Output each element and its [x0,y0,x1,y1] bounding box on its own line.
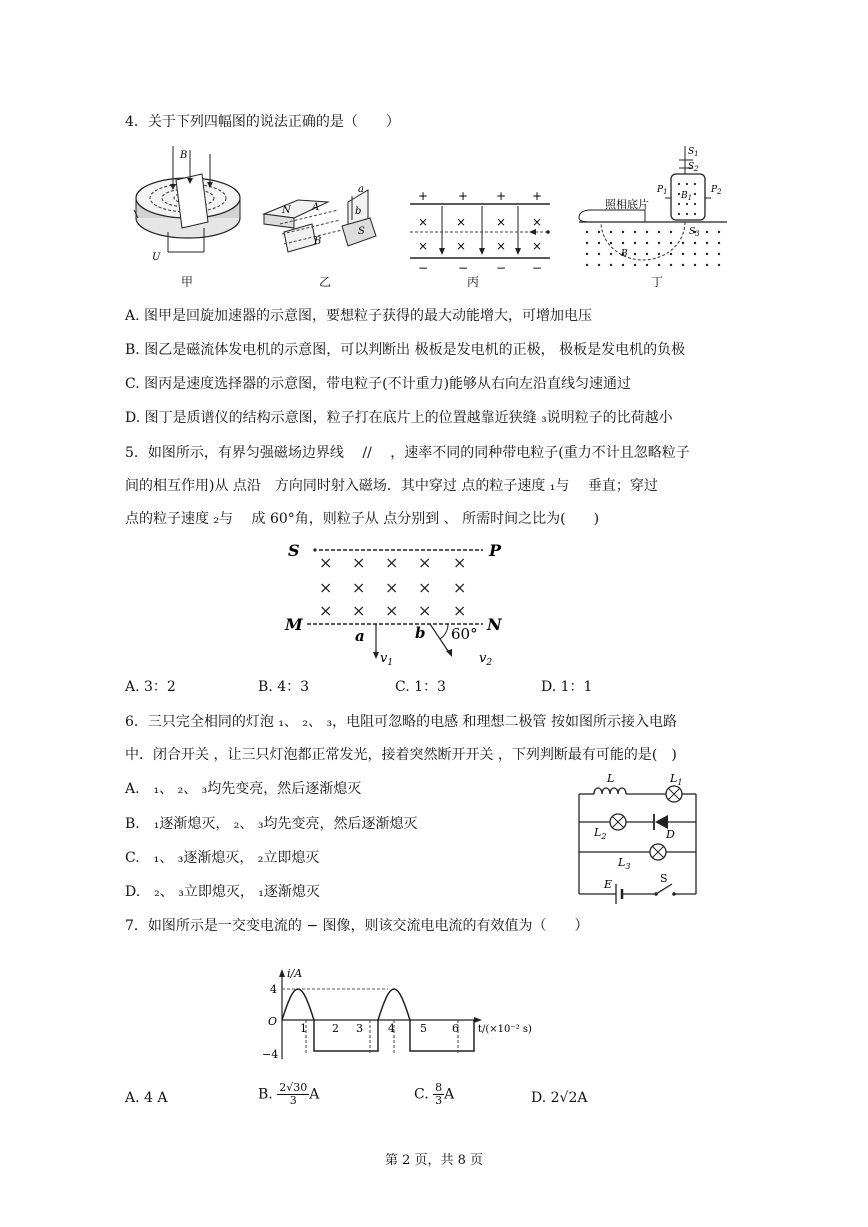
q7-graph-ytick-neg4: −4 [262,1048,279,1061]
q6-option-a: A. ₁、 ₂、 ₃均先变亮，然后逐渐熄灭 [125,781,362,797]
fig-ding-s2-sub: 2 [694,165,699,173]
q5-option-c: C. 1：3 [395,679,446,695]
q7-option-c-numerator: 8 [435,1081,443,1094]
fig-ding-p1-sub: 1 [663,188,668,196]
circuit-label-l: L [607,772,615,785]
fig-yi-label-n: N [282,205,291,216]
q7-graph-xlabel: t/(×10⁻² s) [478,1024,532,1035]
fig-ding-b1: B [681,191,688,201]
q7-graph-xtick-3: 3 [356,1022,363,1035]
svg-text:+: + [532,189,543,203]
q6-stem-line-1: 6．三只完全相同的灯泡 ₁、 ₂、 ₃，电阻可忽略的电感 和理想二极管 按如图所示接入电路 [125,714,677,730]
svg-text:P2 [710,185,722,196]
svg-text:×: × [385,578,399,597]
q6-option-d: D. ₂、 ₃立即熄灭， ₁逐渐熄灭 [125,884,320,900]
svg-text:×: × [352,578,366,597]
svg-text:+: + [418,189,429,203]
fig-ding-film-label: 照相底片 [605,198,649,211]
fig-label-yi: 乙 [319,275,332,289]
svg-text:×: × [418,601,432,620]
svg-text:×: × [532,239,543,253]
q5-fig-label-b: b [415,624,426,642]
fig-ding-s1: S [688,147,695,157]
svg-text:×: × [456,215,467,229]
svg-text:−: − [496,261,507,275]
svg-text:×: × [319,578,333,597]
q5-fig-label-n: N [487,615,502,634]
svg-text:×: × [456,239,467,253]
q5-stem-line-2: 间的相互作用)从 点沿 方向同时射入磁场．其中穿过 点的粒子速度 ₁与 垂直；穿过 [125,478,658,494]
svg-text:P1 [656,185,668,196]
q7-option-b [258,1082,319,1107]
fig-yi-label-s: S [358,226,365,237]
q7-option-c-prefix: C. [414,1086,429,1103]
q6-option-b: B. ₁逐渐熄灭， ₂、 ₃均先变亮，然后逐渐熄灭 [125,816,418,832]
svg-text:×: × [532,215,543,229]
q5-fig-angle: 60° [451,625,478,643]
q7-option-b-fraction [277,1082,309,1107]
svg-text:×: × [385,601,399,620]
circuit-label-l3: L [618,856,626,869]
q4-option-c: C. 图丙是速度选择器的示意图，带电粒子(不计重力)能够从右向左沿直线匀速通过 [125,376,632,392]
circuit-label-l3-sub: 3 [625,862,631,871]
svg-text:−: − [532,261,543,275]
svg-text:×: × [453,578,467,597]
svg-text:×: × [496,215,507,229]
fig-ding-p1: P [657,185,664,195]
svg-text:×: × [385,553,399,572]
q6-stem-line-2: 中．闭合开关 ，让三只灯泡都正常发光，接着突然断开开关 ，下列判断最有可能的是( ) [125,747,677,763]
q7-option-b-numerator: 2√30 [279,1081,308,1094]
fig-ding-p2-sub: 2 [717,188,722,196]
circuit-label-d: D [666,828,675,841]
circuit-label-e: E [604,878,613,891]
svg-text:v1 [380,651,393,668]
q5-fig-label-m: M [285,615,303,634]
svg-text:×: × [453,601,467,620]
q4-option-b: B. 图乙是磁流体发电机的示意图，可以判断出 极板是发电机的正极， 极板是发电机的负极 [125,342,686,358]
q7-option-b-denominator: 3 [289,1094,297,1107]
q5-fig-v2-sub: 2 [486,658,493,668]
circuit-label-l1-sub: 1 [677,778,683,787]
q7-option-a: A. 4 A [125,1090,168,1106]
circuit-label-l2: L [594,826,602,839]
svg-text:S3 [689,227,700,238]
q7-option-c-fraction [433,1082,444,1107]
q5-figure-magnetic-boundary [285,538,515,668]
fig-yi-label-a-small: a [358,184,364,195]
q7-graph-ytick-4: 4 [270,983,277,996]
page-footer: 第 2 页，共 8 页 [384,1153,484,1168]
q5-fig-v1-sub: 1 [387,658,394,668]
q7-option-c [414,1082,454,1107]
fig-label-jia: 甲 [181,275,194,289]
svg-text:×: × [418,215,429,229]
fig-yi-label-b-plate: B [314,236,322,247]
q7-graph-xtick-5: 5 [420,1022,427,1035]
fig-ding-b: B [621,249,628,259]
q7-graph-xtick-2: 2 [332,1022,339,1035]
svg-text:×: × [496,239,507,253]
circuit-label-s: S [660,872,668,885]
q7-option-c-denominator: 3 [435,1094,443,1107]
q5-fig-label-p: P [489,541,502,560]
svg-text:×: × [418,553,432,572]
svg-text:+: + [496,189,507,203]
circuit-label-l2-sub: 2 [601,832,607,841]
svg-text:×: × [418,578,432,597]
svg-text:+: + [458,189,469,203]
fig-jia-cyclotron [128,140,248,270]
svg-text:S1 [688,147,699,158]
q5-stem-line-1: 5．如图所示，有界匀强磁场边界线 // ，速率不同的同种带电粒子(重力不计且忽略粒子 [125,445,690,461]
q5-fig-label-a: a [355,627,365,645]
fig-yi-label-a: A [312,202,320,213]
q7-option-b-unit: A [309,1086,320,1103]
fig-ding-b1-sub: 1 [687,194,693,202]
q5-fig-v2: v [479,651,487,666]
fig-ding-p2: P [711,185,718,195]
q5-fig-label-s: S [288,541,300,560]
svg-text:×: × [352,553,366,572]
svg-text:×: × [352,601,366,620]
q7-graph-xtick-1: 1 [300,1022,307,1035]
fig-yi-label-b-small: b [355,206,362,217]
q7-option-b-prefix: B. [258,1086,273,1103]
svg-text:×: × [453,553,467,572]
fig-jia-label-b: B [180,150,188,161]
svg-text:B1 [680,191,692,202]
svg-text:v2 [479,651,492,668]
q5-option-d: D. 1：1 [541,679,593,695]
fig-ding-mass-spectrometer [575,142,735,270]
q7-current-time-graph [258,965,538,1065]
svg-text:S2 [688,162,699,173]
fig-ding-s3: S [689,227,696,237]
svg-text:−: − [418,261,429,275]
q7-graph-xtick-6: 6 [452,1022,459,1035]
svg-text:L1 [669,772,682,787]
fig-ding-s1-sub: 1 [694,150,699,158]
q6-option-c: C. ₁、 ₃逐渐熄灭， ₂立即熄灭 [125,850,320,866]
q5-stem-line-3: 点的粒子速度 ₂与 成 60°角，则粒子从 点分别到 、 所需时间之比为( ) [125,511,600,527]
fig-yi-mhd-generator [258,180,388,265]
svg-text:−: − [458,261,469,275]
svg-text:×: × [319,553,333,572]
fig-label-ding: 丁 [651,275,664,289]
fig-jia-label-u: U [152,252,161,263]
q5-option-b: B. 4：3 [258,679,310,695]
q4-option-d: D. 图丁是质谱仪的结构示意图，粒子打在底片上的位置越靠近狭缝 ₃说明粒子的比荷越小 [125,410,673,426]
fig-ding-s3-sub: 3 [695,230,700,238]
q7-graph-ylabel: i/A [287,967,303,980]
q4-option-a: A. 图甲是回旋加速器的示意图，要想粒子获得的最大动能增大，可增加电压 [125,308,593,324]
svg-text:L3 [617,856,630,871]
svg-text:×: × [418,239,429,253]
fig-label-bing: 丙 [467,275,480,289]
svg-text:L2 [593,826,606,841]
circuit-label-l1: L [670,772,678,785]
q7-graph-xtick-4: 4 [388,1022,395,1035]
fig-bing-velocity-selector [408,188,558,275]
q6-circuit-diagram [574,770,704,900]
q5-option-a: A. 3：2 [125,679,176,695]
q7-stem: 7．如图所示是一交变电流的 − 图像，则该交流电电流的有效值为（ ） [125,918,589,934]
q7-option-c-unit: A [444,1086,455,1103]
q7-graph-origin: O [268,1015,278,1028]
svg-text:×: × [319,601,333,620]
fig-ding-s2: S [688,162,695,172]
q4-stem: 4．关于下列四幅图的说法正确的是（ ） [125,114,400,130]
q7-option-d: D. 2√2A [531,1090,588,1106]
q5-fig-v1: v [380,651,388,666]
